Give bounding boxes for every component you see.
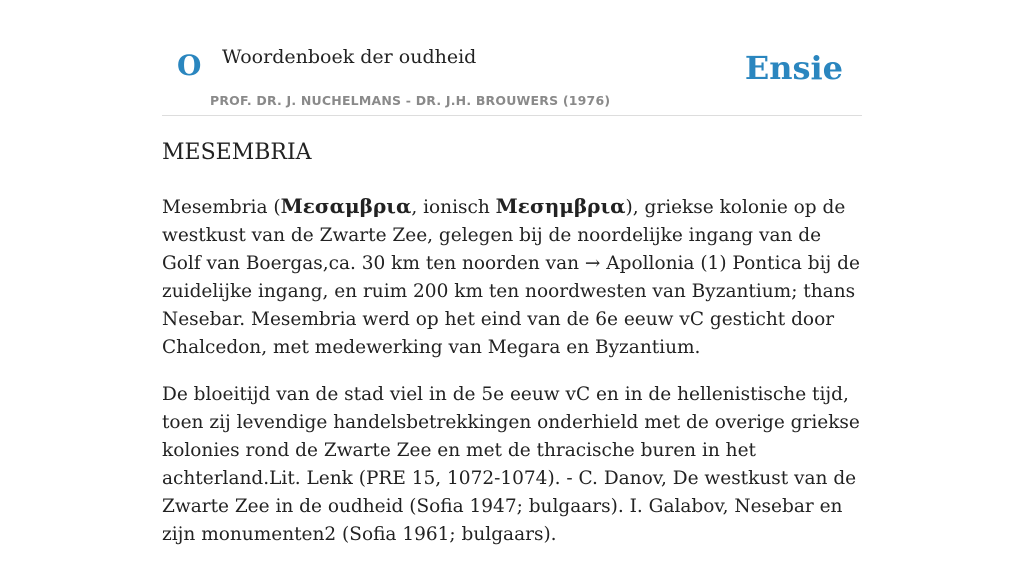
- text-segment: ), griekse kolonie op de westkust van de Zwarte Zee, gelegen bij de noordelijke ingang van de Golf van Boergas,ca. 30 km ten noorden van: [162, 197, 846, 274]
- book-authors: PROF. DR. J. NUCHELMANS - DR. J.H. BROUWERS (1976): [210, 93, 611, 108]
- text-segment: , ionisch: [411, 197, 496, 218]
- entry-paragraph-2: De bloeitijd van de stad viel in de 5e eeuw vC en in de hellenistische tijd, toen zij levendige handelsbetrekkingen onderhield met de overige griekse kolonies rond de Zwarte Zee en met de thracische buren in het achterland.Lit. Lenk (PRE 15, 1072-1074). - C. Danov, De westkust van de Zwarte Zee in de oudheid (Sofia 1947; bulgaars). I. Galabov, Nesebar en zijn monumenten2 (Sofia 1961; bulgaars).: [162, 384, 860, 545]
- brand-logo[interactable]: Ensie: [744, 49, 843, 87]
- book-title[interactable]: Woordenboek der oudheid: [222, 46, 477, 68]
- greek-term: Μεσημβρια: [495, 194, 626, 218]
- page: [162, 0, 862, 545]
- arrow-icon: →: [584, 253, 601, 274]
- text-segment: bij de zuidelijke ingang, en ruim 200 km ten noordwesten van Byzantium; thans Nesebar. Mesembria werd op het eind van de 6e eeuw vC gesticht door Chalcedon, met medewerking van Megara en Byzantium.: [162, 253, 860, 358]
- entry-paragraph-1: [162, 192, 862, 362]
- entry-title: MESEMBRIA: [162, 140, 312, 165]
- greek-term: Μεσαμβρια: [280, 194, 412, 218]
- header: [162, 0, 862, 116]
- text-segment: Mesembria (: [162, 197, 281, 218]
- index-letter[interactable]: O: [177, 49, 202, 82]
- cross-reference-link[interactable]: [585, 253, 802, 274]
- cross-reference-label: Apollonia (1) Pontica: [600, 253, 802, 274]
